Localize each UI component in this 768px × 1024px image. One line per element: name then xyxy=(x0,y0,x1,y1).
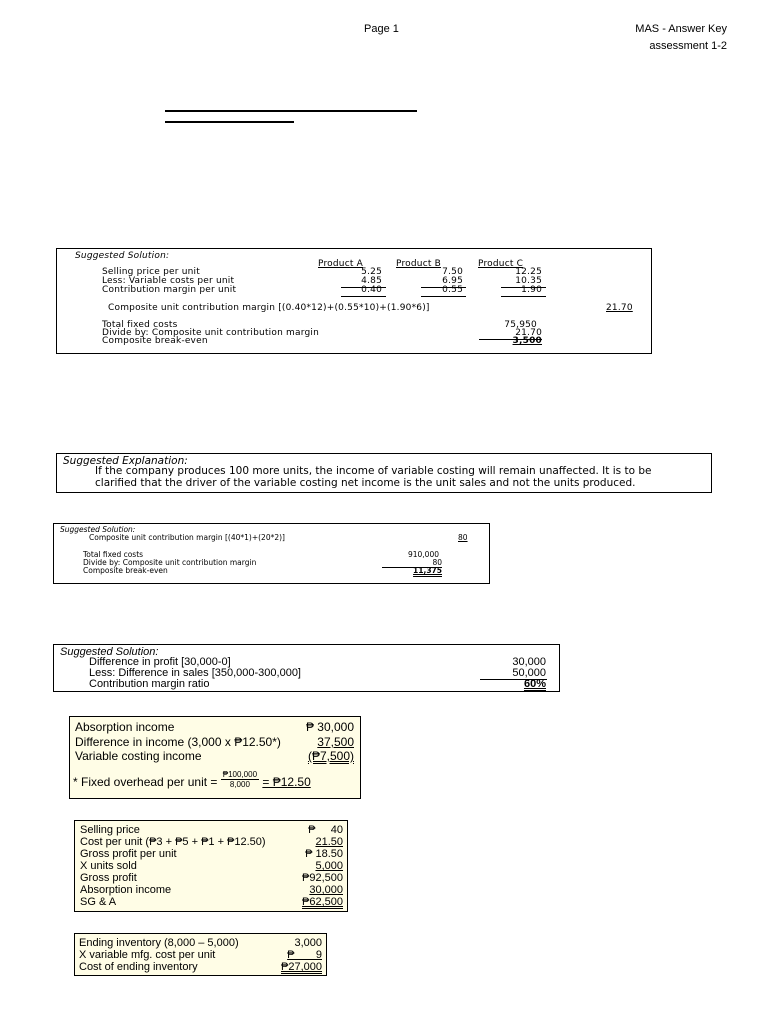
income-reconciliation-box xyxy=(69,716,361,799)
gp-per-unit-label: Gross profit per unit xyxy=(80,848,177,860)
cost-per-unit-label: Cost per unit (₱3 + ₱5 + ₱1 + ₱12.50) xyxy=(80,836,266,848)
variable-income-value: (₱7,500) xyxy=(307,749,354,763)
title-rule-short xyxy=(165,121,294,123)
solution-box-4 xyxy=(53,644,560,692)
explanation-line-1: If the company produces 100 more units, the income of variable costing will remain unaffected. It is to be xyxy=(95,465,652,477)
row-cm-b: 0.55 xyxy=(442,285,463,295)
row-cm-rule-c xyxy=(501,296,546,297)
box4-heading: Suggested Solution: xyxy=(60,646,159,658)
row-cm-rule-a xyxy=(341,296,386,297)
sales-diff-label: Less: Difference in sales [350,000-300,000] xyxy=(89,667,301,679)
row-varcost-label: Less: Variable costs per unit xyxy=(102,276,235,286)
profit-diff-value: 30,000 xyxy=(512,656,546,668)
fixed-overhead-note xyxy=(73,770,311,790)
row-cm-c: 1.90 xyxy=(521,285,542,295)
cost-ending-inventory-value: ₱27,000 xyxy=(281,961,322,973)
divide-label: Divide by: Composite unit contribution margin xyxy=(102,328,319,338)
fixed-costs-value: 75,950 xyxy=(504,320,537,330)
box2-heading: Suggested Explanation: xyxy=(63,455,188,467)
cost-ending-inventory-label: Cost of ending inventory xyxy=(79,961,198,973)
box3-composite-value: 80 xyxy=(458,533,468,542)
ending-inventory-label: Ending inventory (8,000 – 5,000) xyxy=(79,937,239,949)
box3-be-value: 11,375 xyxy=(413,566,442,575)
ending-inventory-box xyxy=(74,933,327,976)
fixed-costs-label: Total fixed costs xyxy=(102,320,178,330)
profit-diff-label: Difference in profit [30,000-0] xyxy=(89,656,231,668)
col-product-b: Product B xyxy=(396,259,442,269)
box3-composite-label: Composite unit contribution margin [(40*1)+(20*2)] xyxy=(89,533,285,542)
title-rule-long xyxy=(165,110,417,112)
breakeven-label: Composite break-even xyxy=(102,336,208,346)
row-selling-a: 5.25 xyxy=(361,267,382,277)
solution-box-3 xyxy=(53,523,490,584)
fixed-overhead-fraction xyxy=(221,770,259,789)
row-cm-label: Contribution margin per unit xyxy=(102,285,237,295)
fixed-overhead-label: * Fixed overhead per unit = xyxy=(73,775,218,789)
units-sold-label: X units sold xyxy=(80,860,137,872)
doc-title: MAS - Answer Key xyxy=(635,23,727,35)
selling-price-label: Selling price xyxy=(80,824,140,836)
absorption-income-value-2: 30,000 xyxy=(309,884,343,896)
row-selling-b: 7.50 xyxy=(442,267,463,277)
sga-label: SG & A xyxy=(80,896,117,908)
explanation-line-2: clarified that the driver of the variable costing net income is the unit sales and not the units produced. xyxy=(95,477,636,489)
absorption-income-label-2: Absorption income xyxy=(80,884,172,896)
breakeven-value: 3,500 xyxy=(512,336,542,346)
sga-value: ₱62,500 xyxy=(302,896,343,908)
fraction-denominator: 8,000 xyxy=(229,780,250,790)
gross-profit-value: ₱92,500 xyxy=(302,872,343,884)
income-diff-value: 37,500 xyxy=(317,735,354,749)
units-sold-value: 5,000 xyxy=(315,860,343,872)
row-selling-label: Selling price per unit xyxy=(102,267,200,277)
gross-profit-label: Gross profit xyxy=(80,872,137,884)
income-diff-label: Difference in income (3,000 x ₱12.50*) xyxy=(75,735,281,749)
composite-cm-label: Composite unit contribution margin [(0.40*12)+(0.55*10)+(1.90*6)] xyxy=(108,303,430,313)
col-product-c: Product C xyxy=(478,259,524,269)
cm-ratio-value: 60% xyxy=(523,678,546,690)
cost-per-unit-value: 21.50 xyxy=(315,836,343,848)
box1-heading: Suggested Solution: xyxy=(75,251,170,261)
gp-per-unit-value: ₱ 18.50 xyxy=(305,848,343,860)
doc-subtitle: assessment 1-2 xyxy=(649,40,727,52)
row-varcost-b: 6.95 xyxy=(442,276,463,286)
composite-cm-value: 21.70 xyxy=(606,303,633,313)
solution-box-1 xyxy=(56,248,652,354)
box3-divide-value: 80 xyxy=(432,558,442,567)
page-number: Page 1 xyxy=(364,23,399,35)
var-mfg-cost-value: ₱ 9 xyxy=(287,949,322,961)
explanation-box xyxy=(56,453,712,493)
cm-ratio-label: Contribution margin ratio xyxy=(89,678,210,690)
row-varcost-a: 4.85 xyxy=(361,276,382,286)
fraction-numerator: ₱100,000 xyxy=(222,770,258,780)
row-cm-a: 0.40 xyxy=(361,285,382,295)
row-varcost-c: 10.35 xyxy=(515,276,542,286)
var-mfg-cost-label: X variable mfg. cost per unit xyxy=(79,949,216,961)
col-product-a: Product A xyxy=(318,259,363,269)
row-selling-c: 12.25 xyxy=(515,267,542,277)
divide-value: 21.70 xyxy=(515,328,542,338)
absorption-income-label: Absorption income xyxy=(75,720,175,734)
fixed-overhead-result: = ₱12.50 xyxy=(262,775,311,789)
box3-fixed-label: Total fixed costs xyxy=(83,550,144,559)
sales-diff-value: 50,000 xyxy=(512,667,546,679)
box3-divide-label: Divide by: Composite unit contribution margin xyxy=(83,558,257,567)
ending-inventory-value: 3,000 xyxy=(294,937,322,949)
selling-price-value: ₱ 40 xyxy=(308,824,343,836)
box3-heading: Suggested Solution: xyxy=(60,525,136,534)
row-cm-rule-b xyxy=(421,296,466,297)
absorption-income-value: ₱ 30,000 xyxy=(305,720,354,734)
box3-fixed-value: 910,000 xyxy=(407,550,439,559)
variable-income-label: Variable costing income xyxy=(75,749,202,763)
gross-profit-box xyxy=(74,820,348,912)
box3-be-label: Composite break-even xyxy=(83,566,168,575)
